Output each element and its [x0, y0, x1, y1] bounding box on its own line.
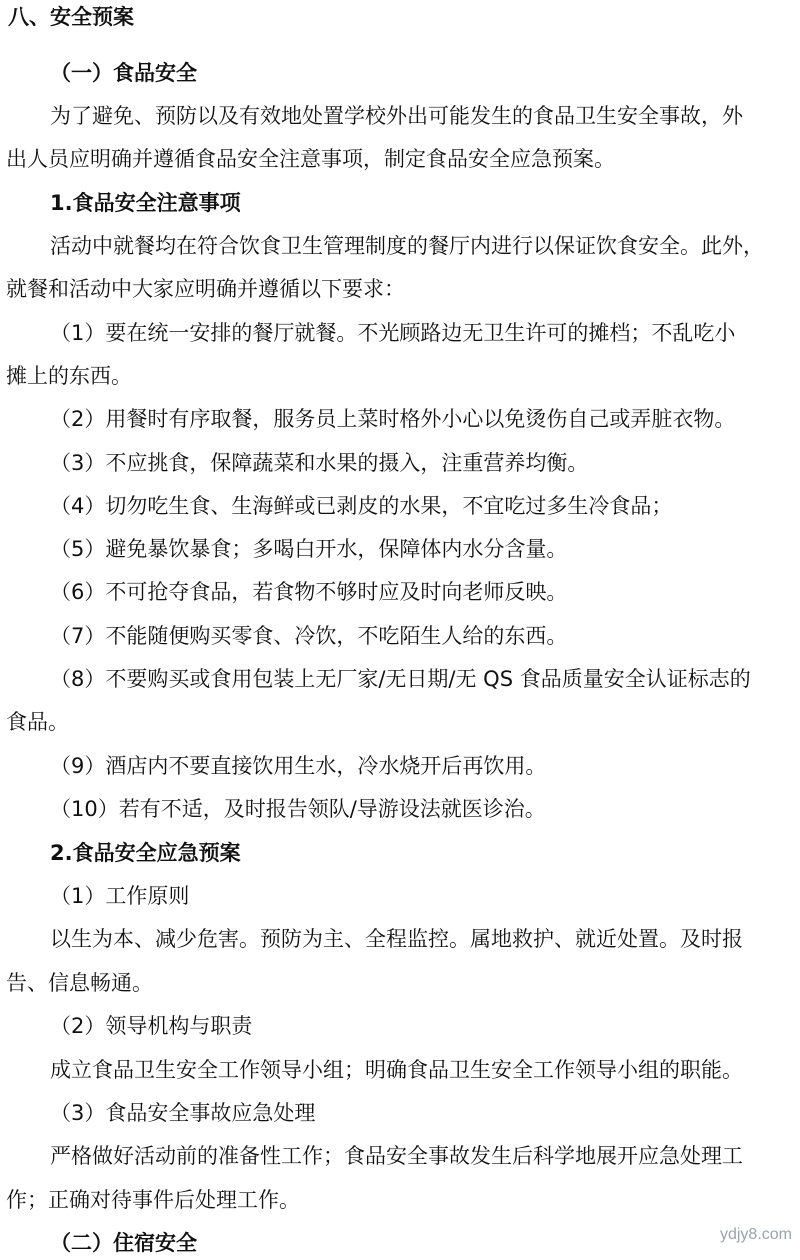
subsection-heading-accommodation: （二）住宿安全	[50, 1231, 197, 1255]
rule-item-continuation: 摊上的东西。	[6, 364, 132, 388]
item-heading-precautions: 1.食品安全注意事项	[50, 191, 241, 215]
plan-subtitle: （3）食品安全事故应急处理	[50, 1101, 316, 1125]
section-heading: 八、安全预案	[8, 5, 134, 29]
plan-subtitle: （1）工作原则	[50, 884, 190, 908]
rule-item-continuation: 食品。	[6, 710, 69, 734]
subsection-heading-food-safety: （一）食品安全	[50, 61, 197, 85]
intro-paragraph-line: 为了避免、预防以及有效地处置学校外出可能发生的食品卫生安全事故，外	[50, 104, 743, 128]
plan-paragraph-line: 作；正确对待事件后处理工作。	[6, 1188, 300, 1212]
item-heading-emergency-plan: 2.食品安全应急预案	[50, 841, 241, 865]
rule-item: （6）不可抢夺食品，若食物不够时应及时向老师反映。	[50, 580, 568, 604]
paragraph-line: 活动中就餐均在符合饮食卫生管理制度的餐厅内进行以保证饮食安全。此外，	[50, 234, 764, 258]
rule-item: （9）酒店内不要直接饮用生水，冷水烧开后再饮用。	[50, 754, 547, 778]
rule-item: （1）要在统一安排的餐厅就餐。不光顾路边无卫生许可的摊档；不乱吃小	[50, 321, 736, 345]
rule-item: （5）避免暴饮暴食；多喝白开水，保障体内水分含量。	[50, 537, 568, 561]
rule-item: （7）不能随便购买零食、冷饮，不吃陌生人给的东西。	[50, 624, 568, 648]
rule-item: （8）不要购买或食用包装上无厂家/无日期/无 QS 食品质量安全认证标志的	[50, 667, 751, 691]
plan-subtitle: （2）领导机构与职责	[50, 1014, 253, 1038]
plan-paragraph-line: 成立食品卫生安全工作领导小组；明确食品卫生安全工作领导小组的职能。	[50, 1058, 743, 1082]
rule-item: （4）切勿吃生食、生海鲜或已剥皮的水果，不宜吃过多生冷食品；	[50, 494, 673, 518]
rule-item: （2）用餐时有序取餐，服务员上菜时格外小心以免烫伤自己或弄脏衣物。	[50, 407, 736, 431]
paragraph-line: 就餐和活动中大家应明确并遵循以下要求：	[6, 277, 405, 301]
plan-paragraph-line: 告、信息畅通。	[6, 971, 153, 995]
rule-item: （10）若有不适，及时报告领队/导游设法就医诊治。	[50, 797, 546, 821]
intro-paragraph-line: 出人员应明确并遵循食品安全注意事项，制定食品安全应急预案。	[6, 147, 615, 171]
rule-item: （3）不应挑食，保障蔬菜和水果的摄入，注重营养均衡。	[50, 451, 589, 475]
plan-paragraph-line: 以生为本、减少危害。预防为主、全程监控。属地救护、就近处置。及时报	[50, 927, 743, 951]
watermark: ydjy8.com	[719, 1226, 792, 1243]
plan-paragraph-line: 严格做好活动前的准备性工作；食品安全事故发生后科学地展开应急处理工	[50, 1144, 743, 1168]
